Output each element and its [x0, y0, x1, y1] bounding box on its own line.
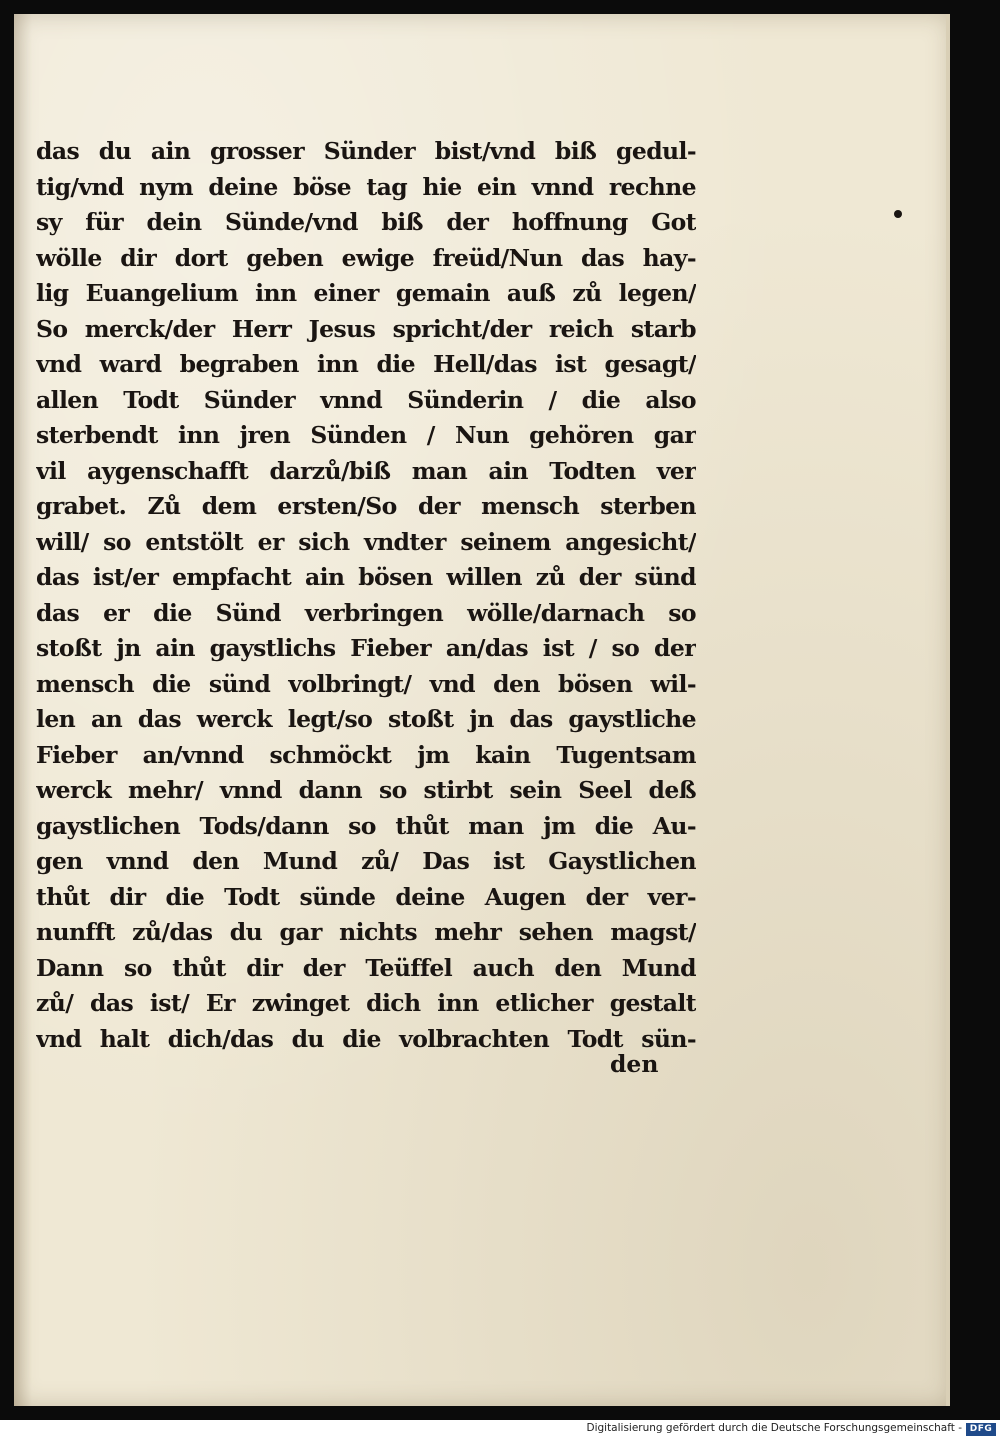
text-line: Fieber an/vnnd schmöckt jm kain Tugentsam: [36, 740, 696, 769]
text-line: So merck/der Herr Jesus spricht/der reich starb: [36, 314, 696, 343]
text-line: mensch die sünd volbringt/ vnd den bösen wil-: [36, 669, 696, 698]
text-line: thůt dir die Todt sünde deine Augen der ver-: [36, 882, 696, 911]
text-line: vnd ward begraben inn die Hell/das ist gesagt/: [36, 350, 696, 378]
text-line: das er die Sünd verbringen wölle/darnach so: [36, 598, 696, 627]
text-line: werck mehr/ vnnd dann so stirbt sein Seel deß: [36, 776, 696, 804]
text-line: will/ so entstölt er sich vndter seinem angesicht/: [36, 527, 696, 556]
text-line: lig Euangelium inn einer gemain auß zů legen/: [36, 279, 696, 307]
ink-spot: [894, 210, 902, 218]
dfg-logo: DFG: [966, 1423, 996, 1436]
text-line: wölle dir dort geben ewige freüd/Nun das hay-: [36, 243, 696, 272]
text-line: das du ain grosser Sünder bist/vnd biß gedul-: [36, 137, 696, 165]
catchword: den: [610, 1050, 659, 1078]
footer: [0, 1420, 1000, 1439]
page-edge: [946, 14, 950, 1406]
text-line: sy für dein Sünde/vnd biß der hoffnung Got: [36, 208, 696, 236]
text-line: len an das werck legt/so stoßt jn das gaystliche: [36, 705, 696, 733]
text-line: gen vnnd den Mund zů/ Das ist Gaystlichen: [36, 847, 696, 875]
text-line: vil aygenschafft darzů/biß man ain Todten ver: [36, 456, 696, 485]
text-line: zů/ das ist/ Er zwinget dich inn etlicher gestalt: [36, 989, 696, 1017]
body-text: [36, 134, 696, 1057]
text-line: nunfft zů/das du gar nichts mehr sehen magst/: [36, 918, 696, 946]
text-line: das ist/er empfacht ain bösen willen zů der sünd: [36, 563, 696, 591]
text-line: Dann so thůt dir der Teüffel auch den Mund: [36, 953, 696, 982]
text-line: grabet. Zů dem ersten/So der mensch sterben: [36, 492, 696, 520]
text-line: gaystlichen Tods/dann so thůt man jm die Au-: [36, 811, 696, 840]
text-line: stoßt jn ain gaystlichs Fieber an/das ist / so der: [36, 634, 696, 662]
funding-credit: Digitalisierung gefördert durch die Deutsche Forschungsgemeinschaft -: [586, 1422, 962, 1434]
text-line: allen Todt Sünder vnnd Sünderin / die also: [36, 385, 696, 414]
text-line: sterbendt inn jren Sünden / Nun gehören gar: [36, 421, 696, 449]
text-line: tig/vnd nym deine böse tag hie ein vnnd rechne: [36, 172, 696, 201]
text-line: vnd halt dich/das du die volbrachten Todt sün-: [36, 1024, 696, 1053]
